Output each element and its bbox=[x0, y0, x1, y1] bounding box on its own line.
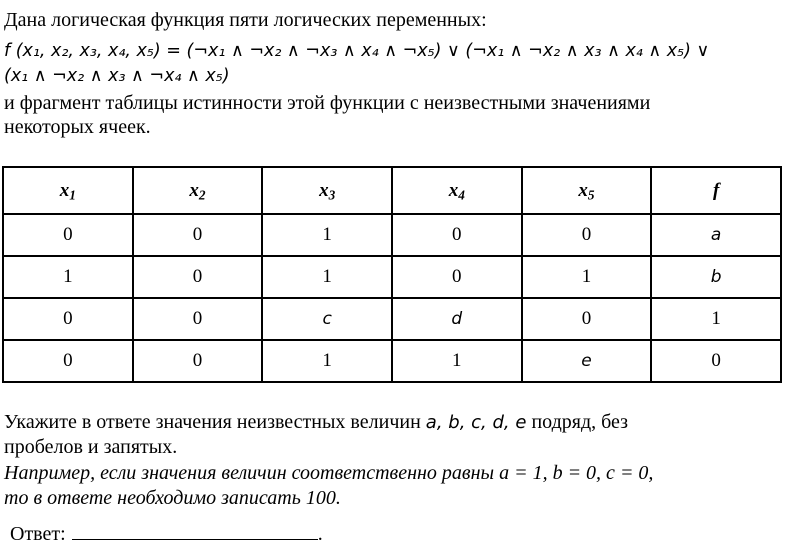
task-line-1 bbox=[4, 410, 628, 435]
table-row bbox=[3, 298, 781, 340]
cell: 0 bbox=[392, 214, 522, 256]
header-x1: $x_1$ bbox=[3, 167, 133, 214]
cell: 1 bbox=[522, 256, 652, 298]
task-variables: a, b, c, d, e bbox=[425, 412, 527, 433]
cell: 0 bbox=[651, 340, 781, 382]
cell-unknown-a: a bbox=[651, 214, 781, 256]
example-line-2: то в ответе необходимо записать 100. bbox=[4, 487, 341, 509]
formula-line-2: (x₁ ∧ ¬x₂ ∧ x₃ ∧ ¬x₄ ∧ x₅) bbox=[4, 66, 230, 86]
cell: 0 bbox=[522, 298, 652, 340]
cell: 1 bbox=[651, 298, 781, 340]
answer-end: . bbox=[317, 523, 323, 545]
header-f: f bbox=[651, 167, 781, 214]
task-text: Укажите в ответе значения неизвестных величин bbox=[4, 411, 426, 433]
answer-row bbox=[10, 521, 323, 546]
cell: 0 bbox=[3, 340, 133, 382]
intro-text: Дана логическая функция пяти логических переменных: bbox=[4, 9, 487, 31]
cell: 0 bbox=[392, 256, 522, 298]
cell: 0 bbox=[133, 298, 263, 340]
cell: 1 bbox=[3, 256, 133, 298]
cell: 1 bbox=[262, 340, 392, 382]
cell: 0 bbox=[3, 214, 133, 256]
header-x3: $x_3$ bbox=[262, 167, 392, 214]
cell: 0 bbox=[522, 214, 652, 256]
header-x5: $x_5$ bbox=[522, 167, 652, 214]
cell: 0 bbox=[133, 340, 263, 382]
truth-table bbox=[2, 166, 782, 383]
cell-unknown-b: b bbox=[651, 256, 781, 298]
cell: 0 bbox=[3, 298, 133, 340]
example-line-1: Например, если значения величин соответственно равны a = 1, b = 0, c = 0, bbox=[4, 462, 654, 484]
task-line-2: пробелов и запятых. bbox=[4, 436, 178, 458]
description-line-1: и фрагмент таблицы истинности этой функции с неизвестными значениями bbox=[4, 92, 651, 114]
table-row bbox=[3, 214, 781, 256]
table-row bbox=[3, 256, 781, 298]
table-row bbox=[3, 340, 781, 382]
cell-unknown-d: d bbox=[392, 298, 522, 340]
cell: 0 bbox=[133, 256, 263, 298]
header-x2: $x_2$ bbox=[133, 167, 263, 214]
answer-label: Ответ: bbox=[10, 523, 66, 545]
cell: 0 bbox=[133, 214, 263, 256]
truth-table-header-row bbox=[3, 167, 781, 214]
cell: 1 bbox=[392, 340, 522, 382]
header-x4: $x_4$ bbox=[392, 167, 522, 214]
answer-field[interactable] bbox=[72, 521, 318, 540]
description-line-2: некоторых ячеек. bbox=[4, 116, 151, 138]
cell-unknown-e: e bbox=[522, 340, 652, 382]
cell: 1 bbox=[262, 256, 392, 298]
task-text-suffix: подряд, без bbox=[526, 411, 629, 433]
formula-line-1: f (x₁, x₂, x₃, x₄, x₅) = (¬x₁ ∧ ¬x₂ ∧ ¬x₃ ∧ x₄ ∧ ¬x₅) ∨ (¬x₁ ∧ ¬x₂ ∧ x₃ ∧ x₄ ∧ x₅) ∨ bbox=[4, 41, 710, 61]
cell-unknown-c: c bbox=[262, 298, 392, 340]
cell: 1 bbox=[262, 214, 392, 256]
